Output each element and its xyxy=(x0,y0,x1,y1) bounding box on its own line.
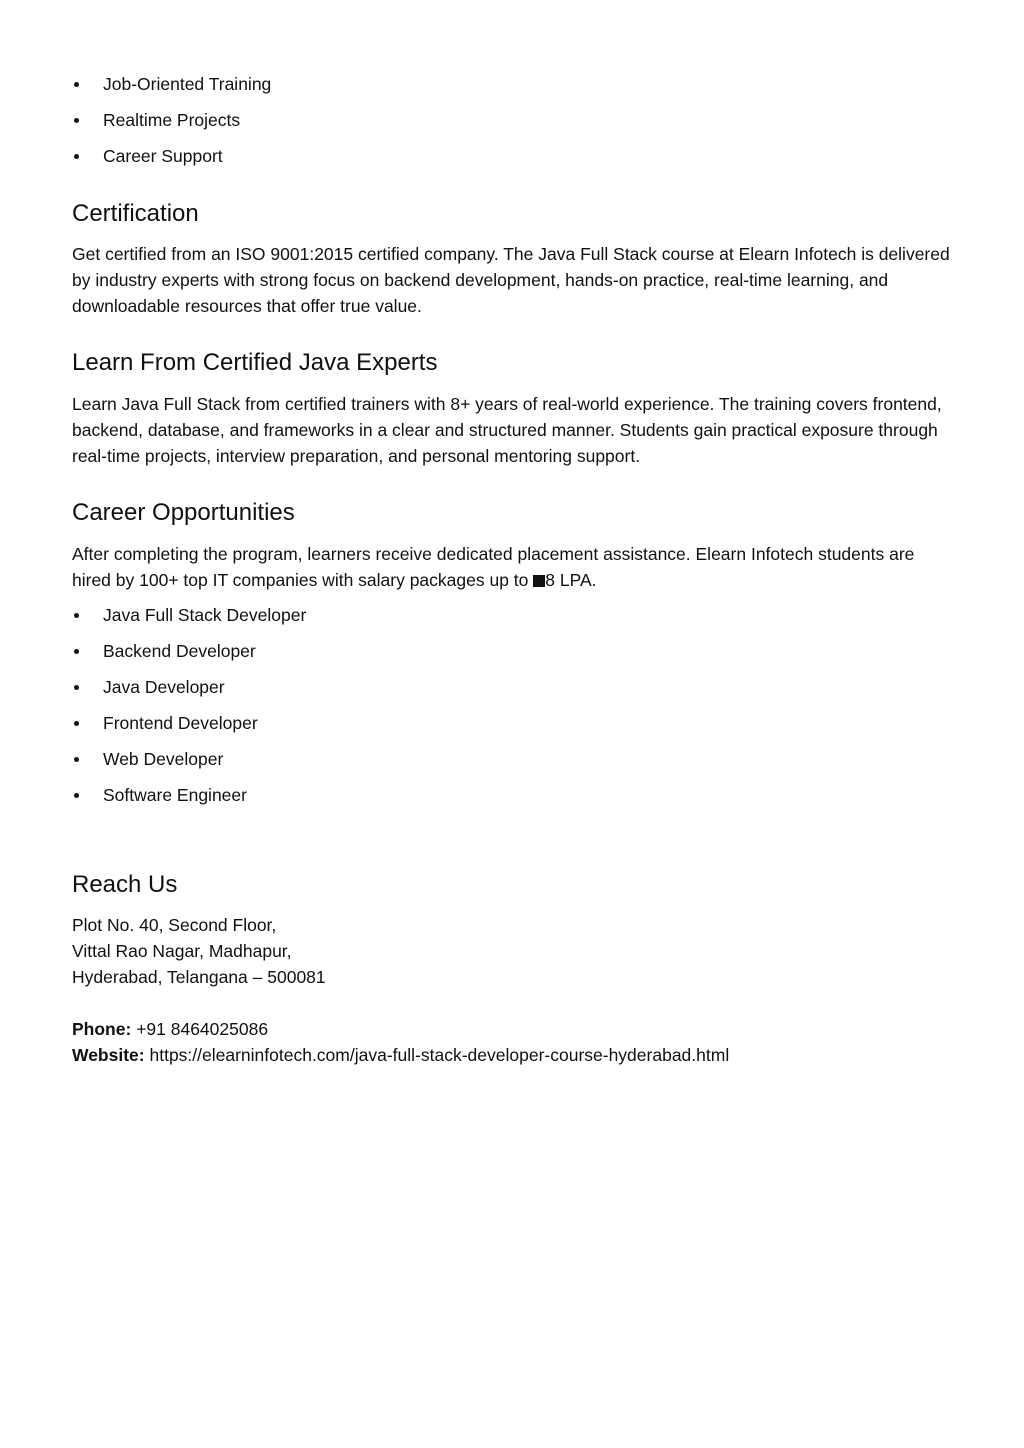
certification-heading: Certification xyxy=(72,200,199,227)
bullet-icon xyxy=(74,154,79,159)
list-item: Frontend Developer xyxy=(72,712,952,748)
experts-paragraph: Learn Java Full Stack from certified trainers with 8+ years of real-world experience. The training covers frontend, backend, database, and frameworks in a clear and structured manner. Students gain practical exposure through real-time projects, interview preparation, and personal mentoring support. xyxy=(72,394,942,466)
address-line-1: Plot No. 40, Second Floor, xyxy=(72,915,277,935)
list-item: Java Full Stack Developer xyxy=(72,604,952,640)
list-item: Software Engineer xyxy=(72,784,952,820)
phone-number[interactable]: +91 8464025086 xyxy=(136,1019,269,1039)
list-item: Backend Developer xyxy=(72,640,952,676)
address-line-2: Vittal Rao Nagar, Madhapur, xyxy=(72,941,292,961)
bullet-icon xyxy=(74,757,79,762)
bullet-icon xyxy=(74,82,79,87)
list-item: Web Developer xyxy=(72,748,952,784)
reach-heading: Reach Us xyxy=(72,871,178,898)
bullet-icon xyxy=(74,721,79,726)
website-line xyxy=(72,1042,952,1068)
career-heading: Career Opportunities xyxy=(72,499,295,526)
website-link[interactable]: https://elearninfotech.com/java-full-stack-developer-course-hyderabad.html xyxy=(149,1045,730,1065)
bullet-icon xyxy=(74,793,79,798)
phone-label: Phone: xyxy=(72,1019,132,1039)
intro-bullet-list xyxy=(72,73,952,181)
bullet-icon xyxy=(74,649,79,654)
bullet-icon xyxy=(74,613,79,618)
certification-paragraph: Get certified from an ISO 9001:2015 certified company. The Java Full Stack course at Elearn Infotech is delivered by industry experts with strong focus on backend development, hands-on practice, real-time learning, and downloadable resources that offer true value. xyxy=(72,244,950,316)
list-item: Java Developer xyxy=(72,676,952,712)
career-paragraph: After completing the program, learners receive dedicated placement assistance. Elearn Infotech students are hired by 100+ top IT companies with salary packages up to 8 LPA. xyxy=(72,544,915,590)
website-label: Website: xyxy=(72,1045,145,1065)
list-item: Job-Oriented Training xyxy=(72,73,952,109)
career-roles-list xyxy=(72,604,952,820)
experts-heading: Learn From Certified Java Experts xyxy=(72,349,438,376)
bullet-icon xyxy=(74,685,79,690)
list-item: Career Support xyxy=(72,145,952,181)
currency-placeholder-icon xyxy=(533,575,545,587)
phone-line xyxy=(72,1016,952,1042)
address-line-3: Hyderabad, Telangana – 500081 xyxy=(72,967,326,987)
list-item: Realtime Projects xyxy=(72,109,952,145)
bullet-icon xyxy=(74,118,79,123)
